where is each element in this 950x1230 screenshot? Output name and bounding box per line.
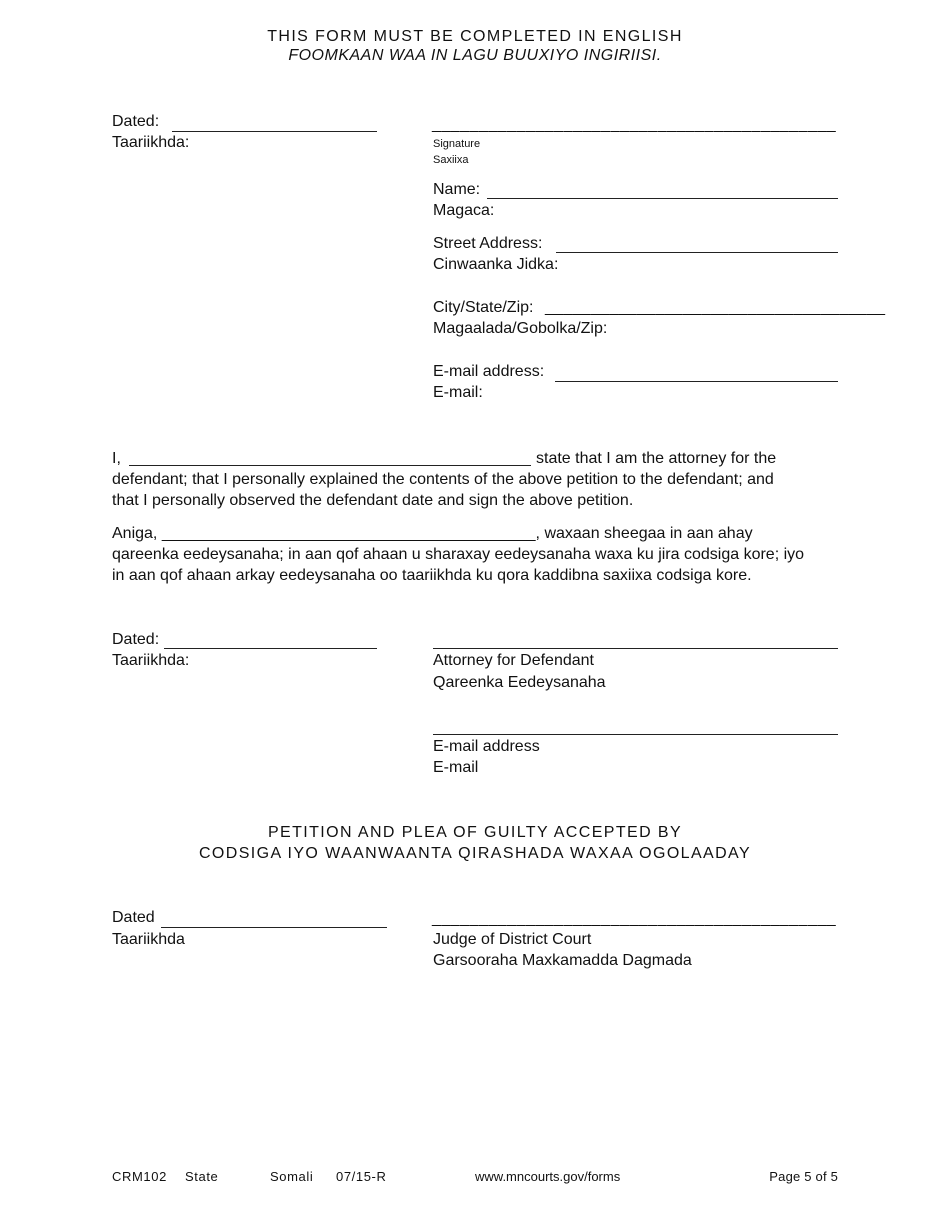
attorney-dated-label: Dated: xyxy=(112,631,160,648)
statement-somali-line-3: in aan qof ahaan arkay eedeysanaha oo taariikhda ku qora kaddibna saxiixa codsiga kore. xyxy=(112,567,752,584)
statement-line-1 xyxy=(112,448,827,469)
footer-page-number: Page 5 of 5 xyxy=(769,1169,838,1184)
name-label: Name: xyxy=(433,181,481,198)
statement-line-1-text: state that I am the attorney for the xyxy=(536,450,777,467)
judge-signature-label-somali: Garsooraha Maxkamadda Dagmada xyxy=(433,952,692,969)
name-input-line[interactable] xyxy=(487,198,838,199)
attorney-statement-english xyxy=(112,448,827,511)
attorney-signature-line[interactable] xyxy=(433,648,838,649)
header-english-notice: THIS FORM MUST BE COMPLETED IN ENGLISH xyxy=(267,28,683,45)
street-address-label-somali: Cinwaanka Jidka: xyxy=(433,256,559,273)
judge-dated-label-somali: Taariikhda xyxy=(112,931,185,948)
attorney-dated-input-line[interactable] xyxy=(164,648,377,649)
city-state-zip-label-somali: Magaalada/Gobolka/Zip: xyxy=(433,320,608,337)
dated-input-line[interactable] xyxy=(172,131,377,132)
street-address-label: Street Address: xyxy=(433,235,543,252)
acceptance-title: PETITION AND PLEA OF GUILTY ACCEPTED BY xyxy=(267,824,683,841)
header-somali-notice: FOOMKAAN WAA IN LAGU BUUXIYO INGIRIISI. xyxy=(288,47,662,64)
statement-somali-line-1: Aniga, __________________________________________, waxaan sheegaa in aan ahay xyxy=(112,525,753,542)
signature-label: Signature xyxy=(433,138,481,150)
footer-url: www.mncourts.gov/forms xyxy=(475,1169,621,1184)
attorney-email-label-somali: E-mail xyxy=(433,759,479,776)
attorney-dated-label-somali: Taariikhda: xyxy=(112,652,190,669)
street-address-input-line[interactable] xyxy=(556,252,838,253)
acceptance-title-somali: CODSIGA IYO WAANWAANTA QIRASHADA WAXAA OGOLAADAY xyxy=(198,845,752,862)
email-label-somali: E-mail: xyxy=(433,384,483,401)
signature-line[interactable]: ___________________________________________ xyxy=(432,116,837,133)
judge-dated-label: Dated xyxy=(112,909,155,926)
statement-somali-line-2: qareenka eedeysanaha; in aan qof ahaan u sharaxay eedeysanaha waxa ku jira codsiga kore; iyo xyxy=(112,546,805,563)
signature-label-somali: Saxiixa xyxy=(433,154,469,166)
attorney-signature-label-somali: Qareenka Eedeysanaha xyxy=(433,674,606,691)
footer-state: State xyxy=(185,1169,219,1184)
judge-signature-label: Judge of District Court xyxy=(433,931,592,948)
name-label-somali: Magaca: xyxy=(433,202,495,219)
city-state-zip-label: City/State/Zip: xyxy=(433,299,534,316)
footer-language: Somali xyxy=(270,1169,314,1184)
city-state-zip-input-line[interactable]: _____________________________________ xyxy=(545,299,886,316)
attorney-signature-label: Attorney for Defendant xyxy=(433,652,594,669)
dated-label-somali: Taariikhda: xyxy=(112,134,190,151)
attorney-email-input-line[interactable] xyxy=(433,734,838,735)
attorney-email-label: E-mail address xyxy=(433,738,540,755)
statement-line-3: that I personally observed the defendant date and sign the above petition. xyxy=(112,492,634,509)
statement-prefix: I, xyxy=(112,450,121,467)
email-label: E-mail address: xyxy=(433,363,545,380)
attorney-statement-somali xyxy=(112,523,827,586)
judge-signature-line[interactable]: ___________________________________________ xyxy=(432,910,837,927)
footer-form-code: CRM102 xyxy=(112,1169,167,1184)
email-input-line[interactable] xyxy=(555,381,838,382)
statement-line-2: defendant; that I personally explained the contents of the above petition to the defendant; and xyxy=(112,471,774,488)
judge-dated-input-line[interactable] xyxy=(161,927,387,928)
dated-label: Dated: xyxy=(112,113,160,130)
footer-revision: 07/15-R xyxy=(336,1169,387,1184)
attorney-name-input-line[interactable] xyxy=(129,465,531,466)
